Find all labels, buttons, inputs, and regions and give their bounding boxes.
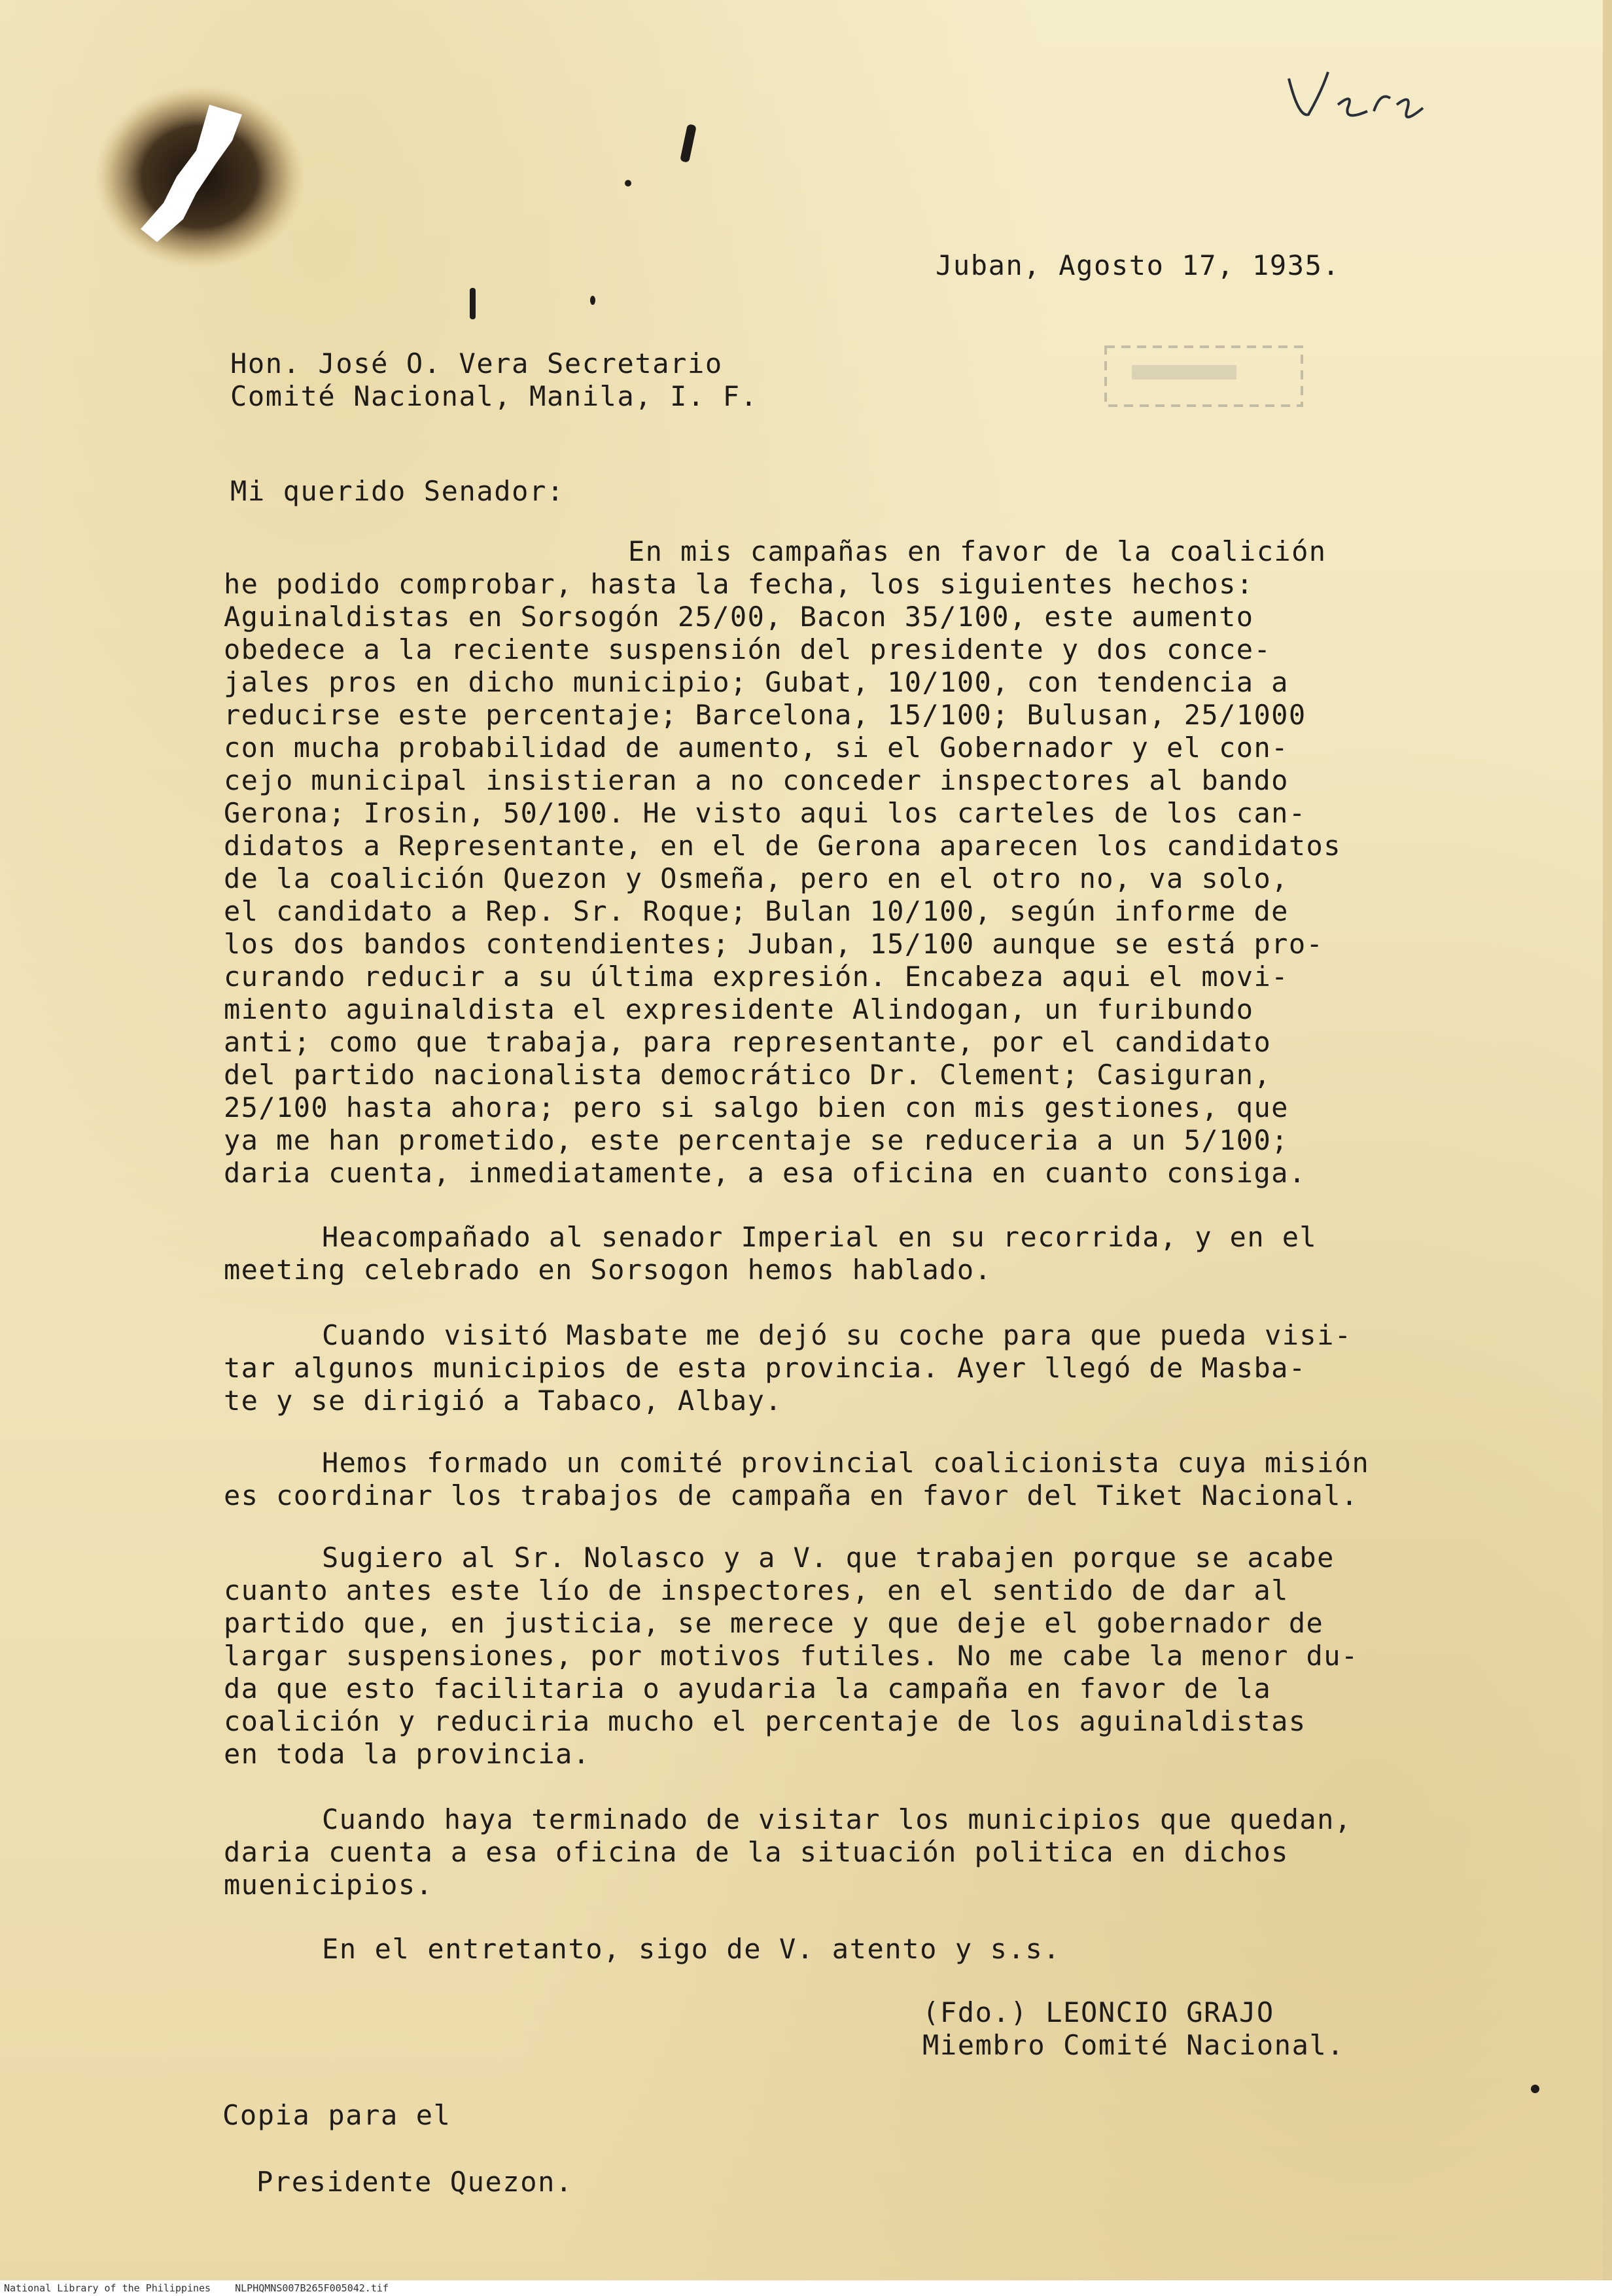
- closing: En el entretanto, sigo de V. atento y s.s.: [322, 1933, 1061, 1965]
- body-line: Cuando visitó Masbate me dejó su coche para que pueda visi-: [322, 1319, 1352, 1351]
- body-line: Aguinaldistas en Sorsogón 25/00, Bacon 35/100, este aumento: [224, 601, 1254, 633]
- body-line: los dos bandos contendientes; Juban, 15/100 aunque se está pro-: [224, 928, 1324, 960]
- body-line: curando reducir a su última expresión. Encabeza aqui el movi-: [224, 961, 1289, 993]
- body-line: obedece a la reciente suspensión del presidente y dos conce-: [224, 633, 1272, 665]
- body-line: daria cuenta a esa oficina de la situación politica en dichos: [224, 1836, 1289, 1868]
- body-line: da que esto facilitaria o ayudaria la campaña en favor de la: [224, 1672, 1272, 1704]
- burn-hole-icon: [92, 79, 307, 275]
- footer-institution: National Library of the Philippines: [4, 2282, 211, 2294]
- body-line: muenicipios.: [224, 1869, 434, 1901]
- recipient-line-1: Hon. José O. Vera Secretario: [230, 347, 723, 380]
- ink-mark: [1531, 2085, 1539, 2093]
- ink-mark: [470, 288, 476, 319]
- body-line: reducirse este percentaje; Barcelona, 15/100; Bulusan, 25/1000: [224, 699, 1306, 731]
- body-line: anti; como que trabaja, para representante, por el candidato: [224, 1026, 1272, 1058]
- body-line: coalición y reduciria mucho el percentaje de los aguinaldistas: [224, 1705, 1306, 1737]
- body-line: Gerona; Irosin, 50/100. He visto aqui los carteles de los can-: [224, 797, 1306, 829]
- body-line: con mucha probabilidad de aumento, si el Gobernador y el con-: [224, 732, 1289, 764]
- body-line: en toda la provincia.: [224, 1738, 591, 1770]
- body-line: es coordinar los trabajos de campaña en favor del Tiket Nacional.: [224, 1479, 1359, 1511]
- body-line: he podido comprobar, hasta la fecha, los siguientes hechos:: [224, 568, 1254, 600]
- body-line: de la coalición Quezon y Osmeña, pero en el otro no, va solo,: [224, 862, 1289, 894]
- body-line: partido que, en justicia, se merece y que deje el gobernador de: [224, 1607, 1324, 1639]
- handwritten-note: [1282, 52, 1426, 137]
- signature-name: (Fdo.) LEONCIO GRAJO: [922, 1996, 1274, 2028]
- body-line: largar suspensiones, por motivos futiles. No me cabe la menor du-: [224, 1640, 1359, 1672]
- ink-mark: [625, 180, 631, 186]
- body-line: Cuando haya terminado de visitar los municipios que quedan,: [322, 1803, 1352, 1835]
- body-line: el candidato a Rep. Sr. Roque; Bulan 10/100, según informe de: [224, 895, 1289, 927]
- signature-title: Miembro Comité Nacional.: [922, 2029, 1345, 2061]
- footer-file-id: NLPHQMNS007B265F005042.tif: [235, 2282, 389, 2294]
- body-line: te y se dirigió a Tabaco, Albay.: [224, 1385, 782, 1417]
- body-line: tar algunos municipios de esta provincia. Ayer llegó de Masba-: [224, 1352, 1306, 1384]
- body-line: miento aguinaldista el expresidente Alindogan, un furibundo: [224, 993, 1254, 1025]
- body-line: jales pros en dicho municipio; Gubat, 10/100, con tendencia a: [224, 666, 1289, 698]
- body-line: En mis campañas en favor de la coalición: [628, 535, 1327, 567]
- salutation: Mi querido Senador:: [230, 475, 565, 507]
- place-date: Juban, Agosto 17, 1935.: [936, 249, 1340, 281]
- body-line: 25/100 hasta ahora; pero si salgo bien con mis gestiones, que: [224, 1091, 1289, 1123]
- ink-mark: [590, 296, 595, 305]
- body-line: Sugiero al Sr. Nolasco y a V. que trabajen porque se acabe: [322, 1542, 1335, 1574]
- body-line: Heacompañado al senador Imperial en su recorrida, y en el: [322, 1221, 1318, 1253]
- recipient-line-2: Comité Nacional, Manila, I. F.: [230, 380, 758, 412]
- archive-footer: [0, 2280, 1612, 2296]
- faint-stamp: [1099, 340, 1308, 412]
- copy-note-line-2: Presidente Quezon.: [256, 2166, 573, 2198]
- body-line: del partido nacionalista democrático Dr. Clement; Casiguran,: [224, 1059, 1272, 1091]
- body-line: meeting celebrado en Sorsogon hemos hablado.: [224, 1254, 992, 1286]
- body-line: cejo municipal insistieran a no conceder inspectores al bando: [224, 764, 1289, 796]
- body-line: ya me han prometido, este percentaje se reduceria a un 5/100;: [224, 1124, 1289, 1156]
- body-line: cuanto antes este lío de inspectores, en el sentido de dar al: [224, 1574, 1289, 1606]
- body-line: daria cuenta, inmediatamente, a esa oficina en cuanto consiga.: [224, 1157, 1306, 1189]
- copy-note-line-1: Copia para el: [222, 2099, 451, 2131]
- body-line: didatos a Representante, en el de Gerona aparecen los candidatos: [224, 830, 1341, 862]
- body-line: Hemos formado un comité provincial coalicionista cuya misión: [322, 1447, 1370, 1479]
